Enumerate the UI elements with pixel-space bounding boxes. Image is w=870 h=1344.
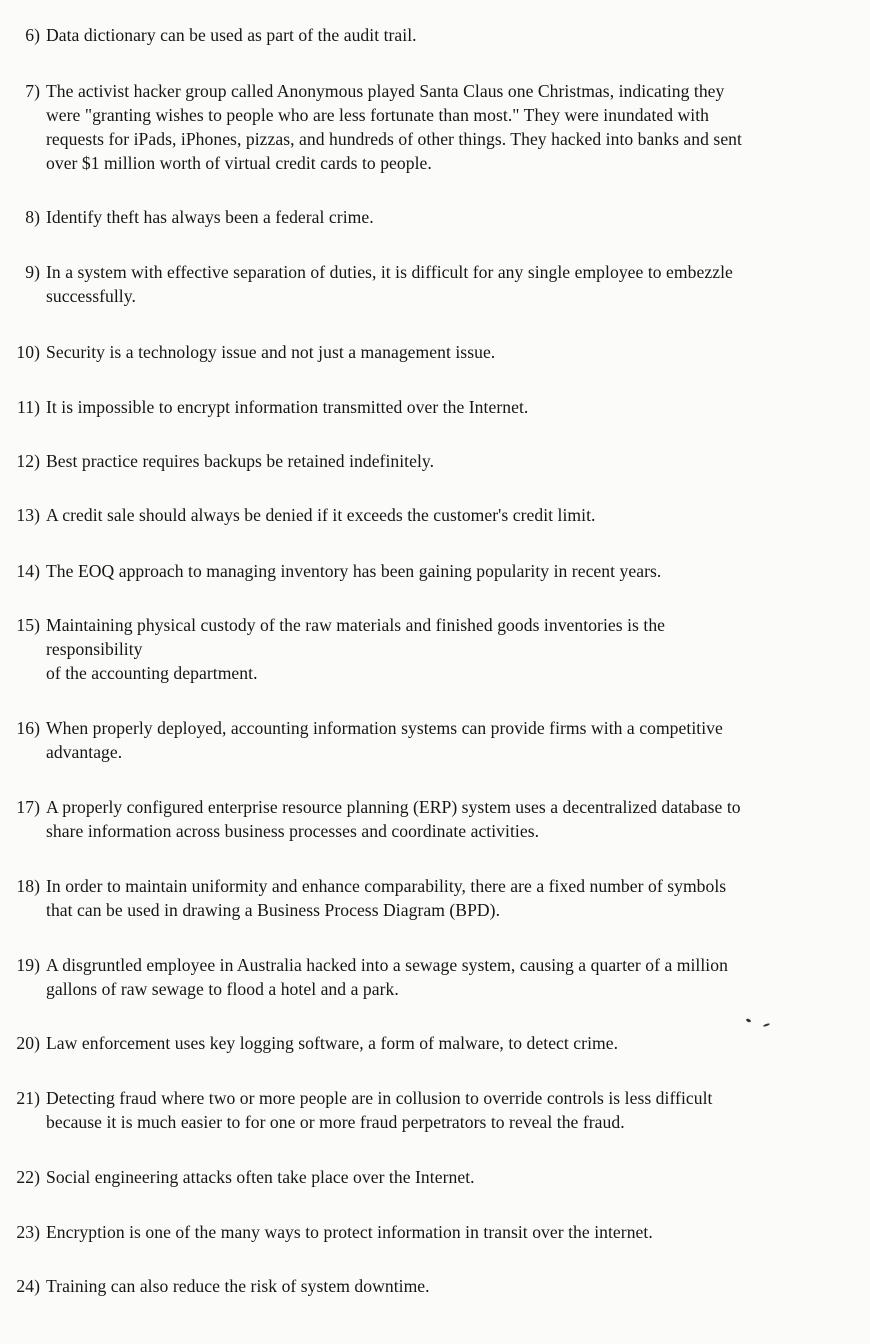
question-line: that can be used in drawing a Business Process Diagram (BPD). [46, 900, 501, 920]
question-text [46, 1220, 860, 1244]
question-text [46, 1274, 860, 1298]
question-text [46, 449, 860, 473]
question-number: 20) [16, 1033, 40, 1053]
question-number: 18) [16, 876, 40, 896]
question-line: Identify theft has always been a federal crime. [46, 207, 374, 227]
question-number: 23) [16, 1222, 40, 1242]
question-number: 8) [25, 207, 40, 227]
question-text [46, 1086, 860, 1134]
question-line: Law enforcement uses key logging software, a form of malware, to detect crime. [46, 1033, 619, 1053]
question-line: of the accounting department. [46, 663, 258, 683]
question-line: A properly configured enterprise resource planning (ERP) system uses a decentralized database to [46, 797, 741, 817]
question-number: 17) [16, 797, 40, 817]
question-line: because it is much easier to for one or more fraud perpetrators to reveal the fraud. [46, 1112, 625, 1132]
question-number: 7) [25, 81, 40, 101]
question-text [46, 953, 860, 1001]
question-text [46, 559, 860, 583]
question-text [46, 340, 860, 364]
question-line: Data dictionary can be used as part of the audit trail. [46, 25, 417, 45]
question-number: 24) [16, 1276, 40, 1296]
question-line: responsibility [46, 639, 143, 659]
question-text [46, 716, 860, 764]
question-line: Best practice requires backups be retained indefinitely. [46, 451, 435, 471]
question-line: In a system with effective separation of duties, it is difficult for any single employee to embezzle [46, 262, 733, 282]
question-line: over $1 million worth of virtual credit cards to people. [46, 153, 432, 173]
question-number: 9) [25, 262, 40, 282]
question-line: It is impossible to encrypt information transmitted over the Internet. [46, 397, 529, 417]
question-line: requests for iPads, iPhones, pizzas, and hundreds of other things. They hacked into banks and sent [46, 129, 742, 149]
question-line: share information across business processes and coordinate activities. [46, 821, 540, 841]
question-line: When properly deployed, accounting information systems can provide firms with a competitive [46, 718, 723, 738]
question-line: The EOQ approach to managing inventory has been gaining popularity in recent years. [46, 561, 662, 581]
question-text [46, 395, 860, 419]
question-line: The activist hacker group called Anonymous played Santa Claus one Christmas, indicating they [46, 81, 725, 101]
question-line: Social engineering attacks often take place over the Internet. [46, 1167, 475, 1187]
question-text [46, 1031, 860, 1055]
question-line: advantage. [46, 742, 123, 762]
question-number: 22) [16, 1167, 40, 1187]
question-text [46, 79, 860, 175]
question-line: Encryption is one of the many ways to protect information in transit over the internet. [46, 1222, 653, 1242]
question-number: 19) [16, 955, 40, 975]
question-text [46, 260, 860, 308]
question-line: Maintaining physical custody of the raw materials and finished goods inventories is the [46, 615, 666, 635]
question-text [46, 23, 860, 47]
question-line: A credit sale should always be denied if it exceeds the customer's credit limit. [46, 505, 596, 525]
question-number: 13) [16, 505, 40, 525]
question-number: 16) [16, 718, 40, 738]
question-text [46, 795, 860, 843]
scan-speck [746, 1018, 752, 1023]
question-line: were "granting wishes to people who are less fortunate than most." They were inundated with [46, 105, 710, 125]
question-line: In order to maintain uniformity and enhance comparability, there are a fixed number of symbols [46, 876, 727, 896]
question-text [46, 613, 860, 685]
question-line: Detecting fraud where two or more people are in collusion to override controls is less difficult [46, 1088, 713, 1108]
question-number: 15) [16, 615, 40, 635]
question-number: 11) [17, 397, 40, 417]
question-number: 10) [16, 342, 40, 362]
question-line: Training can also reduce the risk of system downtime. [46, 1276, 430, 1296]
question-number: 14) [16, 561, 40, 581]
question-text [46, 1165, 860, 1189]
question-line: A disgruntled employee in Australia hacked into a sewage system, causing a quarter of a million [46, 955, 728, 975]
question-line: gallons of raw sewage to flood a hotel and a park. [46, 979, 399, 999]
question-line: Security is a technology issue and not just a management issue. [46, 342, 496, 362]
question-text [46, 503, 860, 527]
question-text [46, 205, 860, 229]
question-number: 6) [25, 25, 40, 45]
question-number: 12) [16, 451, 40, 471]
question-number: 21) [16, 1088, 40, 1108]
question-line: successfully. [46, 286, 136, 306]
question-text [46, 874, 860, 922]
scan-speck [763, 1023, 770, 1027]
